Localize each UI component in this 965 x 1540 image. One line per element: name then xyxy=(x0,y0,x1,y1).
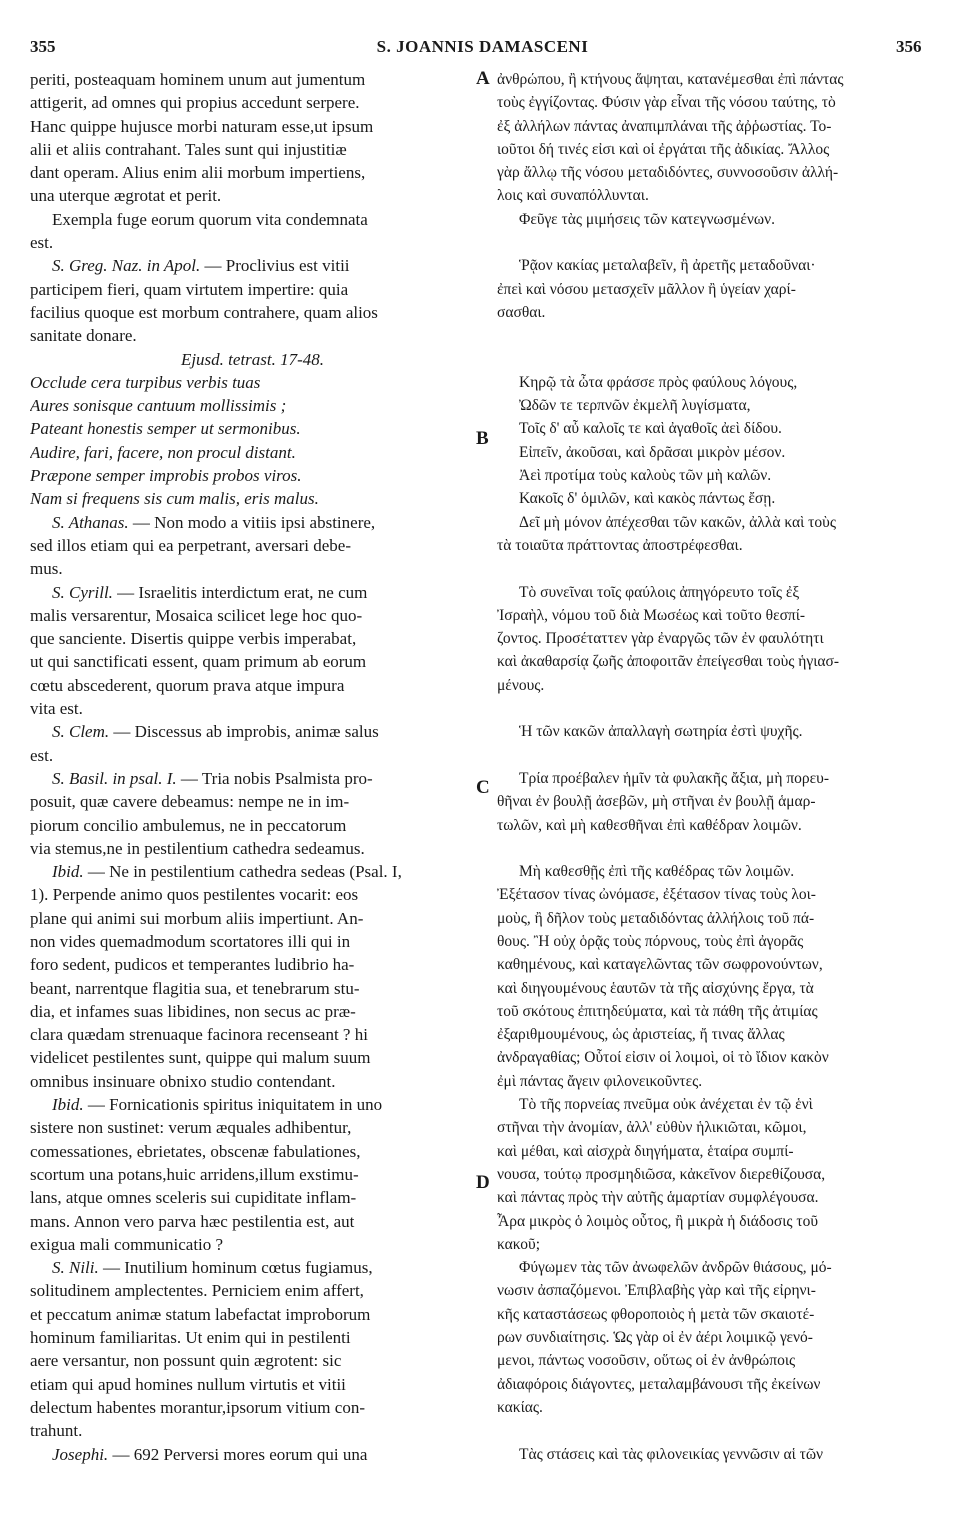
latin-line: attigerit, ad omnes qui propius accedunt serpere. xyxy=(30,93,360,113)
greek-line: Τοῖς δ' αὖ καλοῖς τε καὶ ἀγαθοῖς ἀεὶ δίδου. xyxy=(519,420,782,438)
greek-line: Ἀεὶ προτίμα τοὺς καλοὺς τῶν μὴ καλῶν. xyxy=(519,467,772,485)
latin-line: Ibid. — Fornicationis spiritus iniquitatem in uno xyxy=(52,1095,383,1115)
latin-line: piorum concilio ambulemus, ne in peccatorum xyxy=(30,815,347,835)
latin-line: S. Nili. — Inutilium hominum cœtus fugiamus, xyxy=(52,1258,373,1278)
latin-line: etiam qui apud homines nullum virtutis et vitii xyxy=(30,1374,346,1394)
greek-line: Κηρῷ τὰ ὦτα φράσσε πρὸς φαύλους λόγους, xyxy=(519,373,798,391)
latin-line: Ejusd. tetrast. 17-48. xyxy=(180,349,325,369)
greek-line: ἀνθρώπου, ἢ κτήνους ἅψηται, κατανέμεσθαι ἐπὶ πάντας xyxy=(497,71,844,88)
greek-line: ἀδιαφόροις διάγοντες, μεταλαμβάνουσι τῆς ἐκείνων xyxy=(497,1375,821,1393)
latin-line: malis versarentur, Mosaica scilicet lege hoc quo- xyxy=(30,605,363,625)
latin-line: Occlude cera turpibus verbis tuas xyxy=(30,372,261,392)
latin-line: trahunt. xyxy=(30,1421,83,1441)
greek-line: καὶ ἀκαθαρσίᾳ ζωῆς ἀποφοιτᾶν ἐπείγεσθαι τοὺς ἡγιασ- xyxy=(497,653,840,671)
margin-letter-b: B xyxy=(476,428,489,449)
greek-line: Φεῦγε τὰς μιμήσεις τῶν κατεγνωσμένων. xyxy=(519,210,775,228)
latin-line: via stemus,ne in pestilentium cathedra sedeamus. xyxy=(30,838,365,858)
greek-line: ἐμὶ πάντας ἄγειν φιλονεικοῦντες. xyxy=(497,1072,703,1090)
greek-line: τωλῶν, καὶ μὴ καθεσθῆναι ἐπὶ καθέδραν λοιμῶν. xyxy=(497,816,802,834)
greek-line: ιοῦτοι δή τινές εἰσι καὶ οἱ ἐργάται τῆς ἀδικίας. Ἄλλος xyxy=(497,140,830,158)
latin-line: posuit, quæ cavere debeamus: nempe ne in im- xyxy=(30,792,350,812)
running-title: S. JOANNIS DAMASCENI xyxy=(376,37,589,56)
latin-line: est. xyxy=(30,745,54,765)
greek-line: Ὠδῶν τε τερπνῶν ἐκμελῆ λυγίσματα, xyxy=(519,397,751,415)
latin-column xyxy=(30,68,475,1466)
greek-line xyxy=(497,1419,933,1442)
greek-line: μένους. xyxy=(497,676,545,694)
greek-line xyxy=(497,231,933,254)
latin-line: periti, posteaquam hominem unum aut jumentum xyxy=(30,70,366,89)
latin-line: vita est. xyxy=(30,699,83,719)
latin-line: plane qui animi sui morbum aliis impertiunt. An- xyxy=(30,908,364,928)
latin-line: 1). Perpende animo quos pestilentes vocarit: eos xyxy=(30,885,359,905)
greek-line: Τὰς στάσεις καὶ τὰς φιλονεικίας γεννῶσιν αἱ τῶν xyxy=(519,1445,824,1463)
greek-line: τοὺς ἐγγίζοντας. Φύσιν γὰρ εἶναι τῆς νόσου ταύτης, τὸ xyxy=(497,94,836,112)
greek-line: Εἰπεῖν, ἀκοῦσαι, καὶ δρᾶσαι μικρὸν μέσον. xyxy=(519,443,786,461)
greek-line: καὶ πάντας πρὸς τὴν αὐτῆς ἁμαρτίαν συμφλέγουσα. xyxy=(497,1189,819,1207)
latin-line: non vides quemadmodum scortatores illi qui in xyxy=(30,931,351,951)
latin-line: Ibid. — Ne in pestilentium cathedra sedeas (Psal. I, xyxy=(52,862,402,882)
greek-line: νωσιν ἀσπαζόμενοι. Ἐπιβλαβὴς γὰρ καὶ τῆς εἰρηνι- xyxy=(497,1282,816,1300)
latin-line: S. Cyrill. — Israelitis interdictum erat, ne cum xyxy=(52,582,368,602)
greek-line: ἀνδραγαθίας; Οὗτοί εἰσιν οἱ λοιμοὶ, οἱ τὸ ἴδιον κακὸν xyxy=(497,1049,829,1067)
latin-line: comessationes, ebrietates, obscenæ fabulationes, xyxy=(30,1141,361,1161)
greek-line xyxy=(497,837,933,860)
greek-line: θῆναι ἐν βουλῇ ἀσεβῶν, μὴ στῆναι ἐν βουλῇ ἁμαρ- xyxy=(497,793,816,811)
latin-line: exigua mali communicatio ? xyxy=(30,1234,224,1254)
latin-line: sed illos etiam qui ea perpetrant, aversari debe- xyxy=(30,535,351,555)
latin-line: Aures sonisque cantuum mollissimis ; xyxy=(30,396,287,416)
greek-line: ζοντος. Προσέταττεν γὰρ ἐναργῶς τῶν ἐν φαυλότητι xyxy=(497,630,824,648)
page-number-right: 356 xyxy=(896,37,922,56)
page-number-left: 355 xyxy=(30,37,56,56)
latin-line: S. Clem. — Discessus ab improbis, animæ salus xyxy=(52,722,379,742)
latin-line: facilius quoque est morbum contrahere, quam alios xyxy=(30,302,378,322)
greek-line: Ἐξέτασον τίνας ὠνόμασε, ἐξέτασον τίνας τοὺς λοι- xyxy=(497,886,816,904)
latin-line: mus. xyxy=(30,559,63,579)
latin-line: Exempla fuge eorum quorum vita condemnata xyxy=(52,209,368,229)
greek-line: Δεῖ μὴ μόνον ἀπέχεσθαι τῶν κακῶν, ἀλλὰ καὶ τοὺς xyxy=(519,513,836,531)
latin-line: Audire, fari, facere, non procul distant. xyxy=(30,442,296,462)
greek-line: μενοι, πάντως νοσοῦσιν, οὕτως οἱ ἐν ἀνθρώποις xyxy=(497,1352,796,1370)
greek-line: τοῦ σκότους ἐπιτηδεύματα, καὶ τὰ πάθη τῆς ἀτιμίας xyxy=(497,1002,818,1020)
latin-line: cœtu abscederent, quorum prava atque impura xyxy=(30,675,345,695)
margin-letter-a: A xyxy=(476,68,490,89)
latin-line: videlicet pestilentes sunt, quippe qui malum suum xyxy=(30,1048,371,1068)
latin-line: dia, et infames suas libidines, non secus ac præ- xyxy=(30,1001,356,1021)
latin-line: delectum habentes morantur,ipsorum vitium con- xyxy=(30,1397,365,1417)
latin-line: Nam si frequens sis cum malis, eris malus. xyxy=(30,489,319,509)
latin-line: una uterque ægrotat et perit. xyxy=(30,186,222,206)
margin-letter-d: D xyxy=(476,1172,490,1193)
greek-line: κακοῦ; xyxy=(497,1235,540,1253)
greek-line: σασθαι. xyxy=(497,303,546,321)
page-header xyxy=(0,0,965,62)
greek-line: Τὸ τῆς πορνείας πνεῦμα οὐκ ἀνέχεται ἐν τῷ ἑνὶ xyxy=(519,1096,813,1114)
greek-line: Μὴ καθεσθῇς ἐπὶ τῆς καθέδρας τῶν λοιμῶν. xyxy=(519,863,795,881)
greek-line: ἐξαριθμουμένους, ὡς ἀριστείας, ἤ τινας ἄλλας xyxy=(497,1026,785,1044)
greek-line: ἐπεὶ καὶ νόσου μετασχεῖν μᾶλλον ἢ ὑγείαν χαρί- xyxy=(497,280,796,298)
latin-line: lans, atque omnes sceleris sui cupiditate inflam- xyxy=(30,1188,357,1208)
latin-line: sistere non sustinet: verum æquales adhibentur, xyxy=(30,1118,352,1138)
latin-line: que sanciente. Disertis quippe verbis imperabat, xyxy=(30,629,357,649)
latin-line: alii et aliis contrahant. Tales sunt qui injustitiæ xyxy=(30,139,347,159)
latin-line: beant, narrentque flagitia sua, et tenebrarum stu- xyxy=(30,978,360,998)
latin-line: S. Basil. in psal. I. — Tria nobis Psalmista pro- xyxy=(52,768,373,788)
latin-line: S. Greg. Naz. in Apol. — Proclivius est vitii xyxy=(52,256,350,276)
margin-letter-c: C xyxy=(476,777,490,798)
greek-line: Ἆρα μικρὸς ὁ λοιμὸς οὗτος, ἢ μικρὰ ἡ διάδοσις τοῦ xyxy=(497,1212,819,1230)
latin-line: omnibus insinuare obnixo studio contendant. xyxy=(30,1071,336,1091)
greek-line: καὶ μέθαι, καὶ αἰσχρὰ διηγήματα, ἑταίρα συμπί- xyxy=(497,1142,794,1160)
greek-line: γὰρ ἄλλῳ τῆς νόσου μεταδιδόντες, συννοσοῦσιν ἀλλή- xyxy=(497,164,839,182)
latin-line: participem fieri, quam virtutem impertire: quia xyxy=(30,279,349,299)
greek-line: τὰ τοιαῦτα πράττοντας ἀποστρέφεσθαι. xyxy=(497,536,743,554)
latin-line: scortum una potans,huic arridens,illum exstimu- xyxy=(30,1164,359,1184)
latin-line: hominum familiaritas. Ut enim qui in pestilenti xyxy=(30,1328,351,1348)
latin-line: Hanc quippe hujusce morbi naturam esse,ut ipsum xyxy=(30,116,374,136)
latin-line: est. xyxy=(30,233,54,253)
latin-line: foro sedent, pudicos et temperantes ludibrio ha- xyxy=(30,955,355,975)
latin-line: dant operam. Alius enim alii morbum impertiens, xyxy=(30,163,366,183)
latin-line: mans. Annon vero parva hæc pestilentia est, aut xyxy=(30,1211,355,1231)
greek-line: λοις καὶ συναπόλλυνται. xyxy=(497,187,649,205)
latin-line: Josephi. — 692 Perversi mores eorum qui una xyxy=(52,1444,368,1464)
greek-line: μοὺς, ἢ δῆλον τοὺς μεταδιδόντας ἀλλήλοις τοῦ πά- xyxy=(497,909,815,927)
greek-line xyxy=(497,348,933,371)
latin-line: Pateant honestis semper ut sermonibus. xyxy=(30,419,301,439)
latin-line: solitudinem amplectentes. Perniciem enim affert, xyxy=(30,1281,364,1301)
latin-line: aere versantur, non possunt quin ægrotent: sic xyxy=(30,1351,342,1371)
greek-line: νουσα, τούτῳ προσμηδιῶσα, κἀκεῖνον διερεθίζουσα, xyxy=(497,1165,826,1183)
greek-line: Ἡ τῶν κακῶν ἀπαλλαγὴ σωτηρία ἐστὶ ψυχῆς. xyxy=(519,723,803,741)
greek-line xyxy=(497,324,933,347)
greek-line: ἐξ ἀλλήλων πάντας ἀναπιμπλάναι τῆς ἀῤῥωστίας. Το- xyxy=(497,117,832,135)
greek-column xyxy=(497,68,933,1466)
greek-line: Κακοῖς δ' ὁμιλῶν, καὶ κακὸς πάντως ἔσῃ. xyxy=(519,490,776,508)
greek-line: καὶ διηγουμένους ἑαυτῶν τὰ τῆς αἰσχύνης ἔργα, τὰ xyxy=(497,979,814,997)
greek-line: Τὸ συνεῖναι τοῖς φαύλοις ἀπηγόρευτο τοῖς ἐξ xyxy=(519,583,800,601)
greek-line xyxy=(497,557,933,580)
latin-line: clara quædam strenuaque facinora recenseant ? hi xyxy=(30,1025,368,1045)
greek-line xyxy=(497,744,933,767)
latin-line: sanitate donare. xyxy=(30,326,137,346)
greek-line: ρων συνδιαίτησις. Ὡς γὰρ οἱ ἐν ἀέρι λοιμικῷ γενό- xyxy=(497,1329,813,1347)
greek-line: καθημένους, καὶ καταγελῶντας τῶν σωφρονούντων, xyxy=(497,956,823,974)
greek-line: Ἰσραὴλ, νόμου τοῦ διὰ Μωσέως καὶ τοῦτο θεσπί- xyxy=(497,606,806,624)
greek-line: κῆς καταστάσεως φθοροποιὸς ἡ μετὰ τῶν σκαιοτέ- xyxy=(497,1305,815,1323)
latin-line: et peccatum animæ statum labefactat improborum xyxy=(30,1304,371,1324)
greek-line xyxy=(497,697,933,720)
greek-line: στῆναι τὴν ἀνομίαν, ἀλλ' εὐθὺν ἡλικιῶται, κῶμοι, xyxy=(497,1119,807,1137)
greek-line: Ῥᾷον κακίας μεταλαβεῖν, ἢ ἀρετῆς μεταδοῦναι· xyxy=(519,257,816,275)
greek-line: θους. Ἢ οὐχ ὁρᾷς τοὺς πόρνους, τοὺς ἐπὶ ἀγορᾶς xyxy=(497,932,804,950)
latin-line: S. Athanas. — Non modo a vitiis ipsi abstinere, xyxy=(52,512,376,532)
latin-line: Præpone semper improbis probos viros. xyxy=(30,466,302,486)
greek-line: Φύγωμεν τὰς τῶν ἀνωφελῶν ἀνδρῶν θιάσους, μό- xyxy=(519,1259,832,1277)
latin-line: ut qui sanctificati essent, quam primum ab eorum xyxy=(30,652,367,672)
greek-line: κακίας. xyxy=(497,1398,543,1416)
greek-line: Τρία προέβαλεν ἡμῖν τὰ φυλακῆς ἄξια, μὴ πορευ- xyxy=(519,769,829,787)
